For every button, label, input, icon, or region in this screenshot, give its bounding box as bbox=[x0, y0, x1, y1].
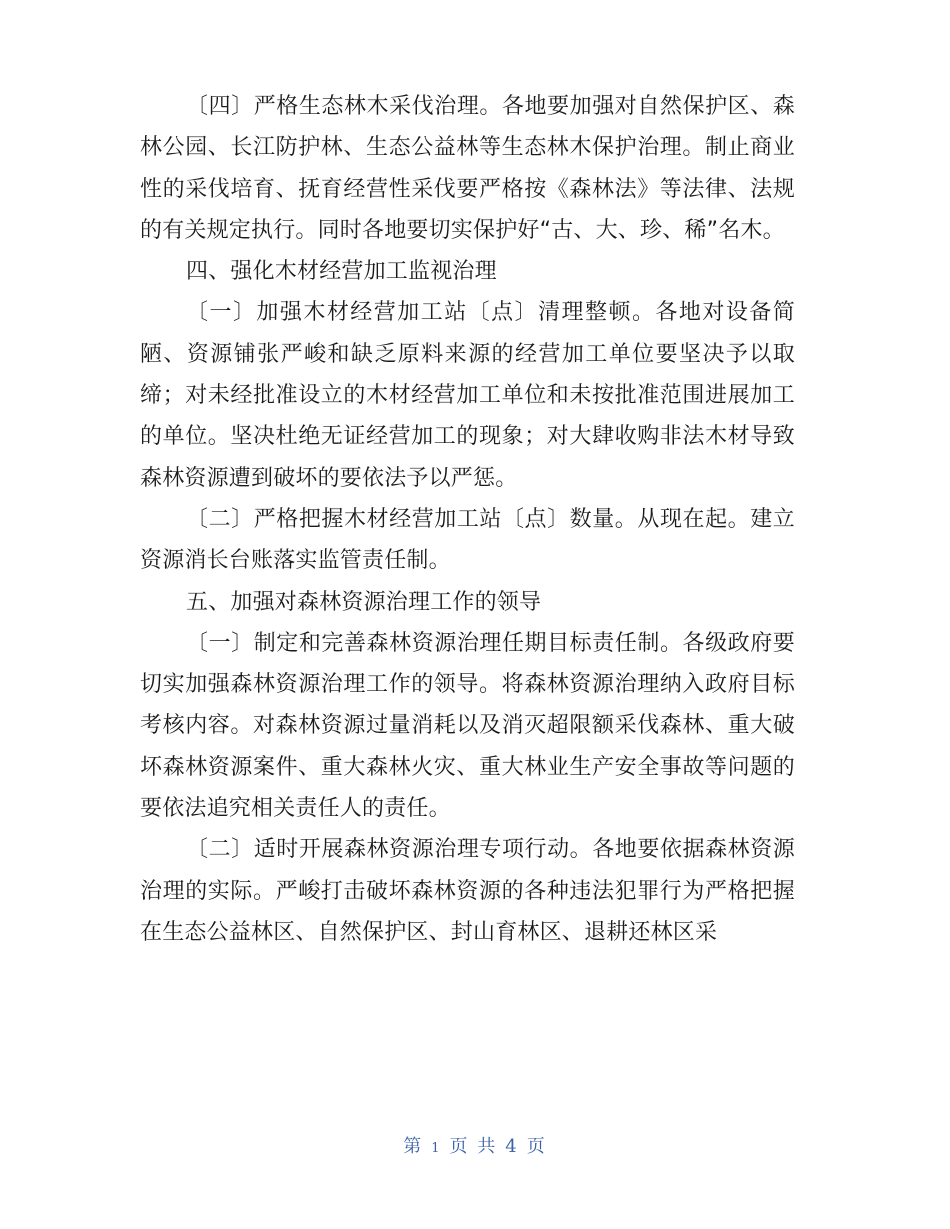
section-heading-timber-processing: 四、强化木材经营加工监视治理 bbox=[186, 259, 497, 285]
document-body bbox=[140, 86, 795, 953]
footer-prefix: 第 bbox=[403, 1136, 424, 1157]
paragraph-processing-rectification: 〔一〕加强木材经营加工站〔点〕清理整顿。各地对设备简陋、资源铺张严峻和缺乏原料来源的经营加工单位要坚决予以取缔；对未经批准设立的木材经营加工单位和未按批准范围进展加工的单位。坚决杜绝无证经营加工的现象；对大肆收购非法木材导致森林资源遭到破坏的要依法予以严惩。 bbox=[140, 300, 795, 491]
page-footer bbox=[0, 1132, 950, 1158]
footer-middle: 页 共 bbox=[449, 1136, 498, 1157]
paragraph-responsibility-system: 〔一〕制定和完善森林资源治理任期目标责任制。各级政府要切实加强森林资源治理工作的领导。将森林资源治理纳入政府目标考核内容。对森林资源过量消耗以及消灭超限额采伐森林、重大破坏森林资源案件、重大森林火灾、重大林业生产安全事故等问题的要依法追究相关责任人的责任。 bbox=[140, 630, 795, 822]
footer-current-page: 1 bbox=[431, 1141, 442, 1156]
section-heading-leadership: 五、加强对森林资源治理工作的领导 bbox=[186, 589, 542, 615]
paragraph-ecological-logging: 〔四〕严格生态林木采伐治理。各地要加强对自然保护区、森林公园、长江防护林、生态公益林等生态林木保护治理。制止商业性的采伐培育、抚育经营性采伐要严格按《森林法》等法律、法规的有关规定执行。同时各地要切实保护好“古、大、珍、稀”名木。 bbox=[140, 94, 795, 243]
footer-suffix: 页 bbox=[526, 1136, 547, 1157]
paragraph-processing-quantity: 〔二〕严格把握木材经营加工站〔点〕数量。从现在起。建立资源消长台账落实监管责任制。 bbox=[140, 506, 795, 574]
paragraph-special-action: 〔二〕适时开展森林资源治理专项行动。各地要依据森林资源治理的实际。严峻打击破坏森林资源的各种违法犯罪行为严格把握在生态公益林区、自然保护区、封山育林区、退耕还林区采 bbox=[140, 837, 795, 945]
footer-total-pages: 4 bbox=[505, 1136, 519, 1157]
